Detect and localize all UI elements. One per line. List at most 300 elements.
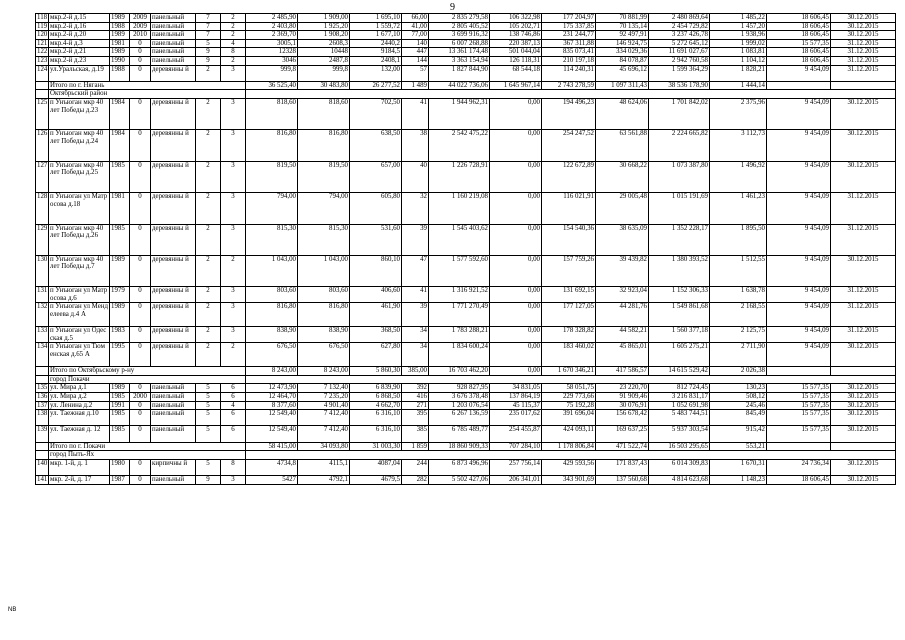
cell-a2: 676,50: [298, 343, 350, 367]
cell-a3: 2440,2: [350, 39, 402, 48]
cell-mat: панельный: [151, 56, 196, 65]
cell-mat: панельный: [151, 393, 196, 402]
cell-y1: 1991: [110, 401, 130, 410]
cell-a1: 58 415,00: [246, 442, 298, 451]
cell-ent: 6: [221, 384, 246, 393]
cell-addr: п Унъюган ул Матросова д.18: [49, 193, 110, 224]
cell-res: 41: [402, 287, 429, 303]
cell-addr: п Унъюган мкр 40 лет Победы д.24: [49, 130, 110, 161]
cell-f3: 169 637,25: [596, 426, 649, 442]
cell-a2: 1 909,00: [298, 14, 350, 23]
cell-fl: 9: [196, 56, 221, 65]
cell-max: 9 454,09: [767, 327, 831, 343]
cell-blank: [767, 442, 831, 451]
cell-spec: 845,49: [710, 410, 767, 426]
cell-a2: 1 908,20: [298, 31, 350, 40]
cell-blank: [36, 367, 49, 376]
cell-f2: 1 178 806,84: [542, 442, 596, 451]
cell-f3: 156 678,42: [596, 410, 649, 426]
cell-f4: 5 272 645,12: [649, 39, 710, 48]
cell-a3: 132,00: [350, 65, 402, 81]
cell-n: 136: [37, 393, 48, 401]
cell-max: 15 577,35: [767, 384, 831, 393]
cell-date: 30.12.2015: [831, 475, 896, 484]
section-row: [36, 375, 896, 384]
cell-ent: 3: [221, 475, 246, 484]
cell-max: 9 454,09: [767, 287, 831, 303]
cell-y2: 2009: [130, 22, 151, 31]
cell-a3: 2408,1: [350, 56, 402, 65]
cell-f2: 835 073,41: [542, 48, 596, 57]
cell-date: 30.12.2015: [831, 401, 896, 410]
cell-max: 15 577,35: [767, 426, 831, 442]
table-row: [36, 31, 896, 40]
cell-f1: 254 455,87: [490, 426, 542, 442]
cell-res: 392: [402, 384, 429, 393]
cell-y1: 1985: [110, 161, 130, 192]
cell-addr: п Унъюган ул Матросова д.6: [49, 287, 110, 303]
cell-mat: панельный: [151, 426, 196, 442]
cell-max: 9 454,09: [767, 161, 831, 192]
cell-spec: 1 638,78: [710, 287, 767, 303]
cell-a2: 815,30: [298, 224, 350, 255]
cell-y1: 1989: [110, 14, 130, 23]
table-row: [36, 224, 896, 255]
cell-max: 18 606,45: [767, 48, 831, 57]
cell-date: 31.12.2015: [831, 327, 896, 343]
cell-cost: 16 703 462,20: [429, 367, 490, 376]
cell-ent: 2: [221, 255, 246, 286]
cell-a3: 6 839,90: [350, 384, 402, 393]
cell-date: 30.12.2015: [831, 14, 896, 23]
cell-f3: 70 135,14: [596, 22, 649, 31]
cell-blank: [36, 375, 49, 384]
cell-f1: 0,00: [490, 224, 542, 255]
cell-mat: деревянны й: [151, 255, 196, 286]
cell-f2: 210 197,18: [542, 56, 596, 65]
cell-f4: 3 237 426,78: [649, 31, 710, 40]
cell-n: 141: [37, 475, 48, 483]
cell-mat: деревянны й: [151, 193, 196, 224]
cell-addr: п Унъюган мкр 40 лет Победы д.25: [49, 161, 110, 192]
cell-addr: мкр.2-й д.16: [49, 22, 110, 31]
cell-y2: 0: [130, 48, 151, 57]
table-row: [36, 161, 896, 192]
cell-f3: 39 439,82: [596, 255, 649, 286]
cell-y1: 1985: [110, 224, 130, 255]
cell-y2: 0: [130, 287, 151, 303]
table-row: [36, 98, 896, 129]
cell-f1: 0,00: [490, 255, 542, 286]
section-label: город Покачи: [49, 375, 246, 384]
cell-cost: 928 827,95: [429, 384, 490, 393]
cell-addr: мкр.2-й д.20: [49, 31, 110, 40]
cell-blank: [36, 90, 49, 99]
cell-f3: 137 560,68: [596, 475, 649, 484]
cell-fl: 2: [196, 224, 221, 255]
cell-mat: деревянны й: [151, 327, 196, 343]
cell-y1: 1985: [110, 393, 130, 402]
cell-fl: 5: [196, 393, 221, 402]
cell-addr: мкр.2-й д.21: [49, 48, 110, 57]
cell-max: 9 454,09: [767, 303, 831, 327]
cell-res: 39: [402, 224, 429, 255]
table-row: [36, 327, 896, 343]
cell-a3: 26 277,52: [350, 81, 402, 90]
cell-n: 138: [36, 410, 49, 426]
cell-spec: 915,42: [710, 426, 767, 442]
cell-spec: 1 512,55: [710, 255, 767, 286]
cell-ent: 3: [221, 287, 246, 303]
cell-cost: 18 860 909,33: [429, 442, 490, 451]
cell-blank: [246, 90, 896, 99]
cell-date: 30.12.2015: [831, 161, 896, 192]
cell-mat: панельный: [151, 39, 196, 48]
cell-cost: 1 226 728,91: [429, 161, 490, 192]
cell-res: 385: [402, 426, 429, 442]
cell-mat: панельный: [151, 401, 196, 410]
cell-cost: 1 545 403,62: [429, 224, 490, 255]
cell-f3: 45 865,01: [596, 343, 649, 367]
cell-a1: 999,8: [246, 65, 298, 81]
cell-cost: 44 022 736,06: [429, 81, 490, 90]
cell-ent: 3: [221, 193, 246, 224]
cell-n: 130: [36, 255, 49, 286]
cell-f4: 1 549 861,68: [649, 303, 710, 327]
cell-f2: 231 244,77: [542, 31, 596, 40]
cell-a1: 12328: [246, 48, 298, 57]
cell-a2: 816,80: [298, 130, 350, 161]
cell-y1: 1989: [110, 303, 130, 327]
cell-a2: 1 043,00: [298, 255, 350, 286]
cell-y1: 1989: [110, 384, 130, 393]
cell-mat: деревянны й: [151, 343, 196, 367]
cell-date: 31.12.2015: [831, 56, 896, 65]
cell-f3: 30 668,22: [596, 161, 649, 192]
cell-ent: 6: [221, 426, 246, 442]
cell-y1: 1985: [110, 410, 130, 426]
cell-max: 18 606,45: [767, 31, 831, 40]
cell-ent: 3: [221, 224, 246, 255]
cell-f3: 23 220,70: [596, 384, 649, 393]
cell-spec: 1 104,12: [710, 56, 767, 65]
cell-date: 31.12.2015: [831, 287, 896, 303]
cell-ent: 3: [221, 130, 246, 161]
cell-fl: 7: [196, 22, 221, 31]
cell-a3: 6 316,10: [350, 410, 402, 426]
cell-date: 31.12.2015: [831, 39, 896, 48]
cell-y1: 1987: [110, 475, 130, 484]
cell-cost: 3 363 154,94: [429, 56, 490, 65]
cell-mat: деревянны й: [151, 130, 196, 161]
cell-f3: 30 076,91: [596, 401, 649, 410]
cell-a3: 4 662,70: [350, 401, 402, 410]
cell-blank: [767, 367, 831, 376]
cell-max: 9 454,09: [767, 255, 831, 286]
cell-mat: кирпичны й: [151, 459, 196, 475]
cell-f3: 29 005,48: [596, 193, 649, 224]
cell-f4: 16 503 295,65: [649, 442, 710, 451]
cell-f1: 257 756,14: [490, 459, 542, 475]
cell-f4: 2 942 760,58: [649, 56, 710, 65]
cell-max: 15 577,35: [767, 410, 831, 426]
cell-date: 31.12.2015: [831, 193, 896, 224]
cell-addr: п Унъюган мкр 40 лет Победы д.26: [49, 224, 110, 255]
cell-date: 30.12.2015: [831, 410, 896, 426]
cell-y2: 2010: [130, 31, 151, 40]
cell-f3: 45 696,12: [596, 65, 649, 81]
cell-ent: 2: [221, 31, 246, 40]
cell-a2: 34 093,80: [298, 442, 350, 451]
cell-res: 34: [402, 327, 429, 343]
cell-fl: 2: [196, 343, 221, 367]
cell-spec: 2 125,75: [710, 327, 767, 343]
cell-f4: 1 015 191,69: [649, 193, 710, 224]
cell-cost: 13 361 174,48: [429, 48, 490, 57]
subtotal-row: [36, 367, 896, 376]
table-row: [36, 459, 896, 475]
housing-table-sheet: [35, 13, 895, 485]
cell-n: 131: [36, 287, 49, 303]
cell-a2: 2487,8: [298, 56, 350, 65]
cell-a2: 4115,1: [298, 459, 350, 475]
cell-fl: 9: [196, 48, 221, 57]
table-row: [36, 384, 896, 393]
cell-f2: 367 311,88: [542, 39, 596, 48]
cell-fl: 7: [196, 31, 221, 40]
cell-res: 32: [402, 193, 429, 224]
cell-n: 122: [37, 48, 48, 56]
cell-a3: 9184,5: [350, 48, 402, 57]
cell-addr: п Унъюган ул Тюменская д.65 А: [49, 343, 110, 367]
cell-cost: 1 783 288,21: [429, 327, 490, 343]
table-row: [36, 193, 896, 224]
cell-y2: 0: [130, 39, 151, 48]
cell-f1: 0,00: [490, 367, 542, 376]
cell-ent: 4: [221, 39, 246, 48]
housing-table: [35, 13, 896, 485]
cell-a2: 794,00: [298, 193, 350, 224]
cell-mat: деревянны й: [151, 98, 196, 129]
cell-f1: 0,00: [490, 327, 542, 343]
cell-fl: 2: [196, 65, 221, 81]
cell-y1: 1995: [110, 343, 130, 367]
cell-spec: 1 461,23: [710, 193, 767, 224]
cell-ent: 2: [221, 56, 246, 65]
cell-fl: 5: [196, 426, 221, 442]
cell-a2: 7 132,40: [298, 384, 350, 393]
cell-a1: 803,60: [246, 287, 298, 303]
cell-fl: 2: [196, 193, 221, 224]
cell-f2: 2 743 278,59: [542, 81, 596, 90]
cell-y2: 2009: [130, 14, 151, 23]
cell-a2: 816,80: [298, 303, 350, 327]
cell-y2: 0: [130, 343, 151, 367]
cell-n: 123: [37, 56, 48, 64]
cell-a1: 36 525,40: [246, 81, 298, 90]
table-row: [36, 343, 896, 367]
cell-ent: 8: [221, 48, 246, 57]
cell-max: 18 606,45: [767, 56, 831, 65]
cell-ent: 2: [221, 14, 246, 23]
subtotal-row: [36, 442, 896, 451]
cell-f4: 6 014 309,83: [649, 459, 710, 475]
cell-max: 18 606,45: [767, 14, 831, 23]
cell-a2: 7 235,20: [298, 393, 350, 402]
cell-a3: 368,50: [350, 327, 402, 343]
cell-a3: 531,60: [350, 224, 402, 255]
cell-f2: 131 692,15: [542, 287, 596, 303]
cell-max: 9 454,09: [767, 193, 831, 224]
cell-spec: 2 026,38: [710, 367, 767, 376]
cell-f3: 44 281,76: [596, 303, 649, 327]
cell-a2: 2608,3: [298, 39, 350, 48]
cell-max: 9 454,09: [767, 65, 831, 81]
cell-f4: 812 724,45: [649, 384, 710, 393]
cell-res: 47: [402, 255, 429, 286]
cell-res: 1 489: [402, 81, 429, 90]
cell-y2: 0: [130, 193, 151, 224]
table-row: [36, 303, 896, 327]
cell-cost: 6 267 136,59: [429, 410, 490, 426]
cell-fl: 2: [196, 255, 221, 286]
cell-max: 9 454,09: [767, 130, 831, 161]
cell-f1: 206 341,01: [490, 475, 542, 484]
cell-date: 31.12.2015: [831, 48, 896, 57]
cell-addr: мкр. 2-й, д. 17: [49, 475, 110, 484]
cell-addr: ул.Уральская, д.19: [49, 65, 110, 81]
cell-a1: 12 549,40: [246, 426, 298, 442]
cell-max: 9 454,09: [767, 224, 831, 255]
cell-fl: 2: [196, 161, 221, 192]
cell-date: 30.12.2015: [831, 343, 896, 367]
cell-cost: 1 834 600,24: [429, 343, 490, 367]
cell-res: 34: [402, 343, 429, 367]
cell-spec: 1 828,21: [710, 65, 767, 81]
table-row: [36, 56, 896, 65]
cell-f3: 471 522,74: [596, 442, 649, 451]
cell-f4: 5 483 744,51: [649, 410, 710, 426]
subtotal-label: Итого по г. Покачи: [49, 442, 246, 451]
cell-spec: 1 083,81: [710, 48, 767, 57]
cell-a3: 6 868,50: [350, 393, 402, 402]
table-row: [36, 65, 896, 81]
cell-n: 128: [36, 193, 49, 224]
cell-n: 137: [37, 401, 48, 409]
cell-date: 30.12.2015: [831, 31, 896, 40]
cell-max: 15 577,35: [767, 39, 831, 48]
cell-y1: 1989: [110, 31, 130, 40]
cell-spec: 3 112,73: [710, 130, 767, 161]
cell-y1: 1989: [110, 48, 130, 57]
cell-a3: 4679,5: [350, 475, 402, 484]
cell-f1: 0,00: [490, 130, 542, 161]
cell-spec: 1 485,22: [710, 14, 767, 23]
cell-cost: 6 873 496,96: [429, 459, 490, 475]
cell-res: 447: [402, 48, 429, 57]
cell-a3: 6 316,10: [350, 426, 402, 442]
cell-f4: 1 599 364,29: [649, 65, 710, 81]
cell-blank: [36, 442, 49, 451]
cell-res: 39: [402, 303, 429, 327]
cell-f1: 501 044,04: [490, 48, 542, 57]
cell-y1: 1985: [110, 426, 130, 442]
cell-a3: 4087,04: [350, 459, 402, 475]
cell-n: 132: [36, 303, 49, 327]
cell-cost: 2 835 279,58: [429, 14, 490, 23]
cell-a1: 1 043,00: [246, 255, 298, 286]
cell-a3: 1 559,72: [350, 22, 402, 31]
cell-a1: 5427: [246, 475, 298, 484]
cell-f2: 157 759,26: [542, 255, 596, 286]
cell-a1: 3005,1: [246, 39, 298, 48]
cell-ent: 4: [221, 401, 246, 410]
cell-cost: 1 203 076,54: [429, 401, 490, 410]
cell-y1: 1981: [110, 39, 130, 48]
cell-f3: 1 097 311,43: [596, 81, 649, 90]
cell-spec: 1 895,50: [710, 224, 767, 255]
cell-f4: 1 052 691,98: [649, 401, 710, 410]
cell-a3: 5 860,30: [350, 367, 402, 376]
cell-f2: 177 127,05: [542, 303, 596, 327]
cell-f1: 68 544,18: [490, 65, 542, 81]
cell-a3: 1 695,10: [350, 14, 402, 23]
cell-mat: деревянны й: [151, 303, 196, 327]
cell-f4: 1 380 393,52: [649, 255, 710, 286]
footer-mark: NB: [8, 607, 17, 613]
cell-mat: панельный: [151, 410, 196, 426]
table-row: [36, 48, 896, 57]
cell-a2: 10448: [298, 48, 350, 57]
cell-date: 30.12.2015: [831, 22, 896, 31]
cell-f3: 32 923,04: [596, 287, 649, 303]
cell-date: 30.12.2015: [831, 426, 896, 442]
cell-cost: 1 316 921,52: [429, 287, 490, 303]
cell-ent: 2: [221, 22, 246, 31]
cell-date: 31.12.2015: [831, 224, 896, 255]
cell-f4: 2 454 729,82: [649, 22, 710, 31]
cell-f4: 14 615 529,42: [649, 367, 710, 376]
cell-y2: 0: [130, 224, 151, 255]
cell-f2: 343 901,69: [542, 475, 596, 484]
page-number: 9: [450, 2, 455, 13]
cell-f2: 229 773,66: [542, 393, 596, 402]
cell-ent: 3: [221, 98, 246, 129]
cell-f3: 63 561,88: [596, 130, 649, 161]
table-row: [36, 287, 896, 303]
cell-f4: 4 814 623,68: [649, 475, 710, 484]
cell-spec: 245,46: [710, 401, 767, 410]
cell-f1: 137 864,19: [490, 393, 542, 402]
cell-res: 416: [402, 393, 429, 402]
cell-addr: п Унъюган ул Одесская д.5: [49, 327, 110, 343]
cell-a1: 816,80: [246, 303, 298, 327]
cell-y2: 0: [130, 130, 151, 161]
cell-ent: 3: [221, 327, 246, 343]
cell-ent: 3: [221, 303, 246, 327]
table-row: [36, 255, 896, 286]
cell-f1: 105 202,71: [490, 22, 542, 31]
cell-n: 119: [37, 22, 48, 30]
cell-a3: 627,80: [350, 343, 402, 367]
cell-a3: 860,10: [350, 255, 402, 286]
cell-f2: 75 192,28: [542, 401, 596, 410]
cell-n: 129: [36, 224, 49, 255]
cell-addr: мкр.4-й д.3: [49, 39, 110, 48]
cell-f3: 70 881,99: [596, 14, 649, 23]
cell-y2: 2000: [130, 393, 151, 402]
section-label: город Пыть-Ях: [49, 451, 246, 460]
